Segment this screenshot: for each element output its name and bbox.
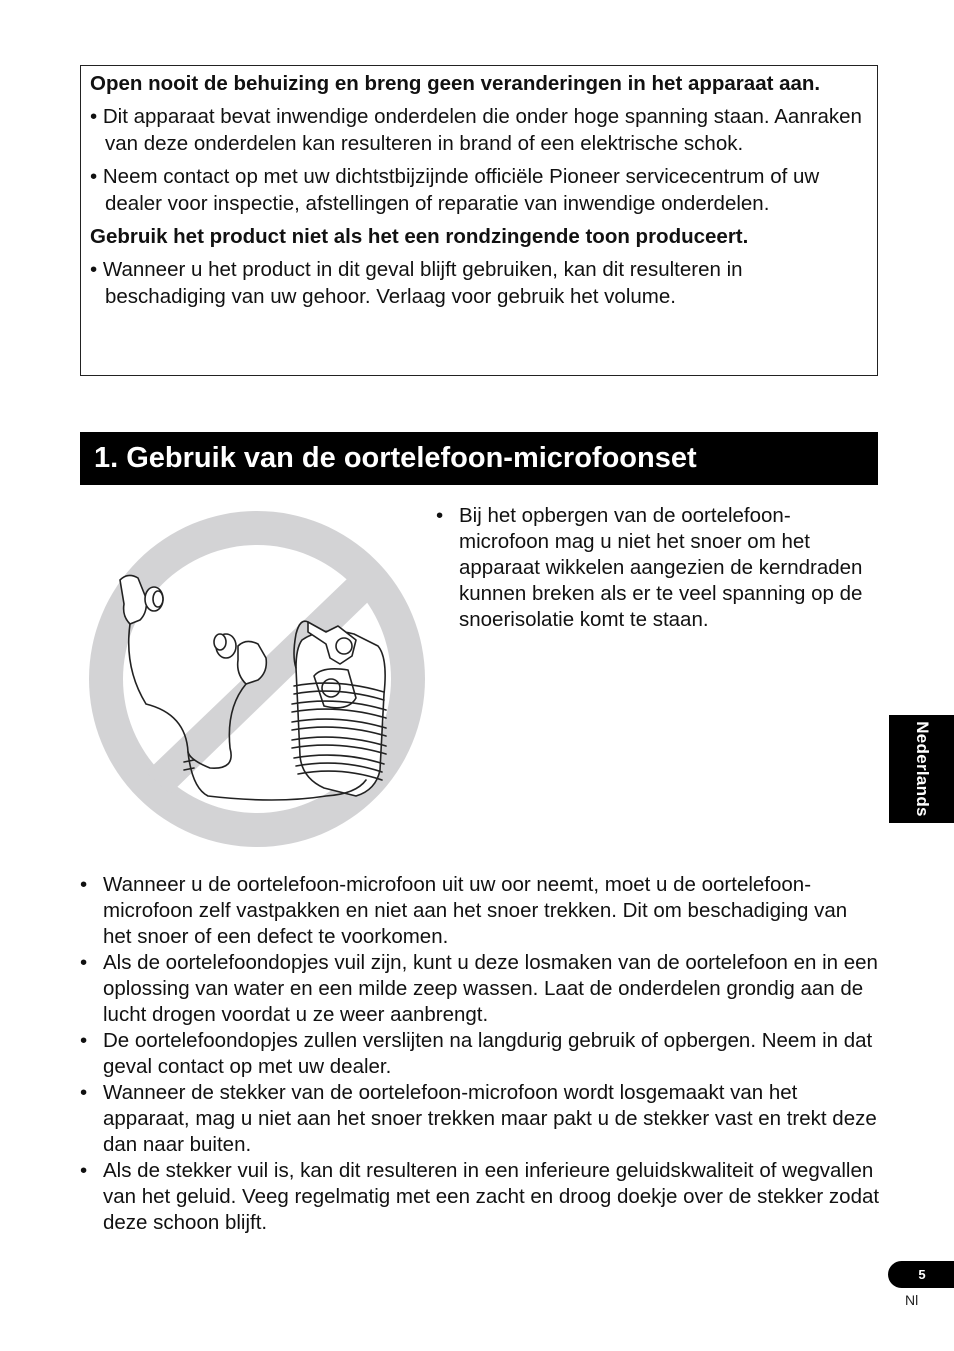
care-instructions-list: [80, 872, 880, 1236]
list-item-text: Als de oortelefoondopjes vuil zijn, kunt u deze losmaken van de oortelefoon en in een oplossing van water en een milde zeep wassen. Laat de onderdelen grondig aan de lucht drogen voordat u ze weer aanbrengt.: [103, 951, 878, 1026]
language-tab: [889, 715, 954, 823]
bullet-mark: •: [80, 951, 88, 974]
list-item: [80, 1028, 880, 1080]
warning-heading-howling: Gebruik het product niet als het een rondzingende toon produceert.: [90, 225, 749, 248]
list-item: [80, 1080, 880, 1158]
warning-bullet-hearing: • Wanneer u het product in dit geval blijft gebruiken, kan dit resulteren in beschadiging van uw gehoor. Verlaag voor gebruik het volume.: [90, 258, 743, 308]
list-item: [80, 950, 880, 1028]
bullet-mark: •: [80, 1029, 88, 1052]
list-item-text: De oortelefoondopjes zullen verslijten na langdurig gebruik of opbergen. Neem in dat geval contact op met uw dealer.: [103, 1029, 873, 1078]
list-item-text: Wanneer u de oortelefoon-microfoon uit uw oor neemt, moet u de oortelefoon-microfoon zelf vastpakken en niet aan het snoer trekken. Dit om beschadiging van het snoer of een defect te voorkomen.: [103, 873, 848, 948]
list-item-text: Als de stekker vuil is, kan dit resulteren in een inferieure geluidskwaliteit of wegvallen van het geluid. Veeg regelmatig met een zacht en droog doekje over de stekker zodat deze schoon blijft.: [103, 1159, 880, 1234]
list-item: [80, 1158, 880, 1236]
storage-note: [436, 503, 876, 633]
bullet-mark: •: [80, 873, 88, 896]
storage-note-text: Bij het opbergen van de oortelefoon-microfoon mag u niet het snoer om het apparaat wikkelen aangezien de kerndraden kunnen breken als er te veel spanning op de snoerisolatie komt te staan.: [459, 504, 863, 631]
list-item-text: Wanneer de stekker van de oortelefoon-microfoon wordt losgemaakt van het apparaat, mag u niet aan het snoer trekken maar pakt u de stekker vast en trekt deze dan naar buiten.: [103, 1081, 877, 1156]
language-tab-label: Nederlands: [912, 721, 932, 817]
warning-bullet-voltage: • Dit apparaat bevat inwendige onderdelen die onder hoge spanning staan. Aanraken van deze onderdelen kan resulteren in brand of een elektrische schok.: [90, 105, 862, 155]
bullet-mark: •: [436, 504, 444, 527]
page-number: 5: [888, 1261, 954, 1288]
warning-box: [80, 65, 878, 376]
list-item: [80, 872, 880, 950]
warning-heading-open: Open nooit de behuizing en breng geen veranderingen in het apparaat aan.: [90, 72, 821, 95]
bullet-mark: •: [80, 1159, 88, 1182]
section-title: 1. Gebruik van de oortelefoon-microfoonset: [80, 432, 878, 485]
earphone-wrapped-cord-prohibited-icon: [86, 508, 428, 850]
warning-bullet-service: • Neem contact op met uw dichtstbijzijnde officiële Pioneer servicecentrum of uw dealer voor inspectie, afstellingen of reparatie van inwendige onderdelen.: [90, 165, 820, 215]
page-language-code: Nl: [905, 1292, 919, 1308]
bullet-mark: •: [80, 1081, 88, 1104]
